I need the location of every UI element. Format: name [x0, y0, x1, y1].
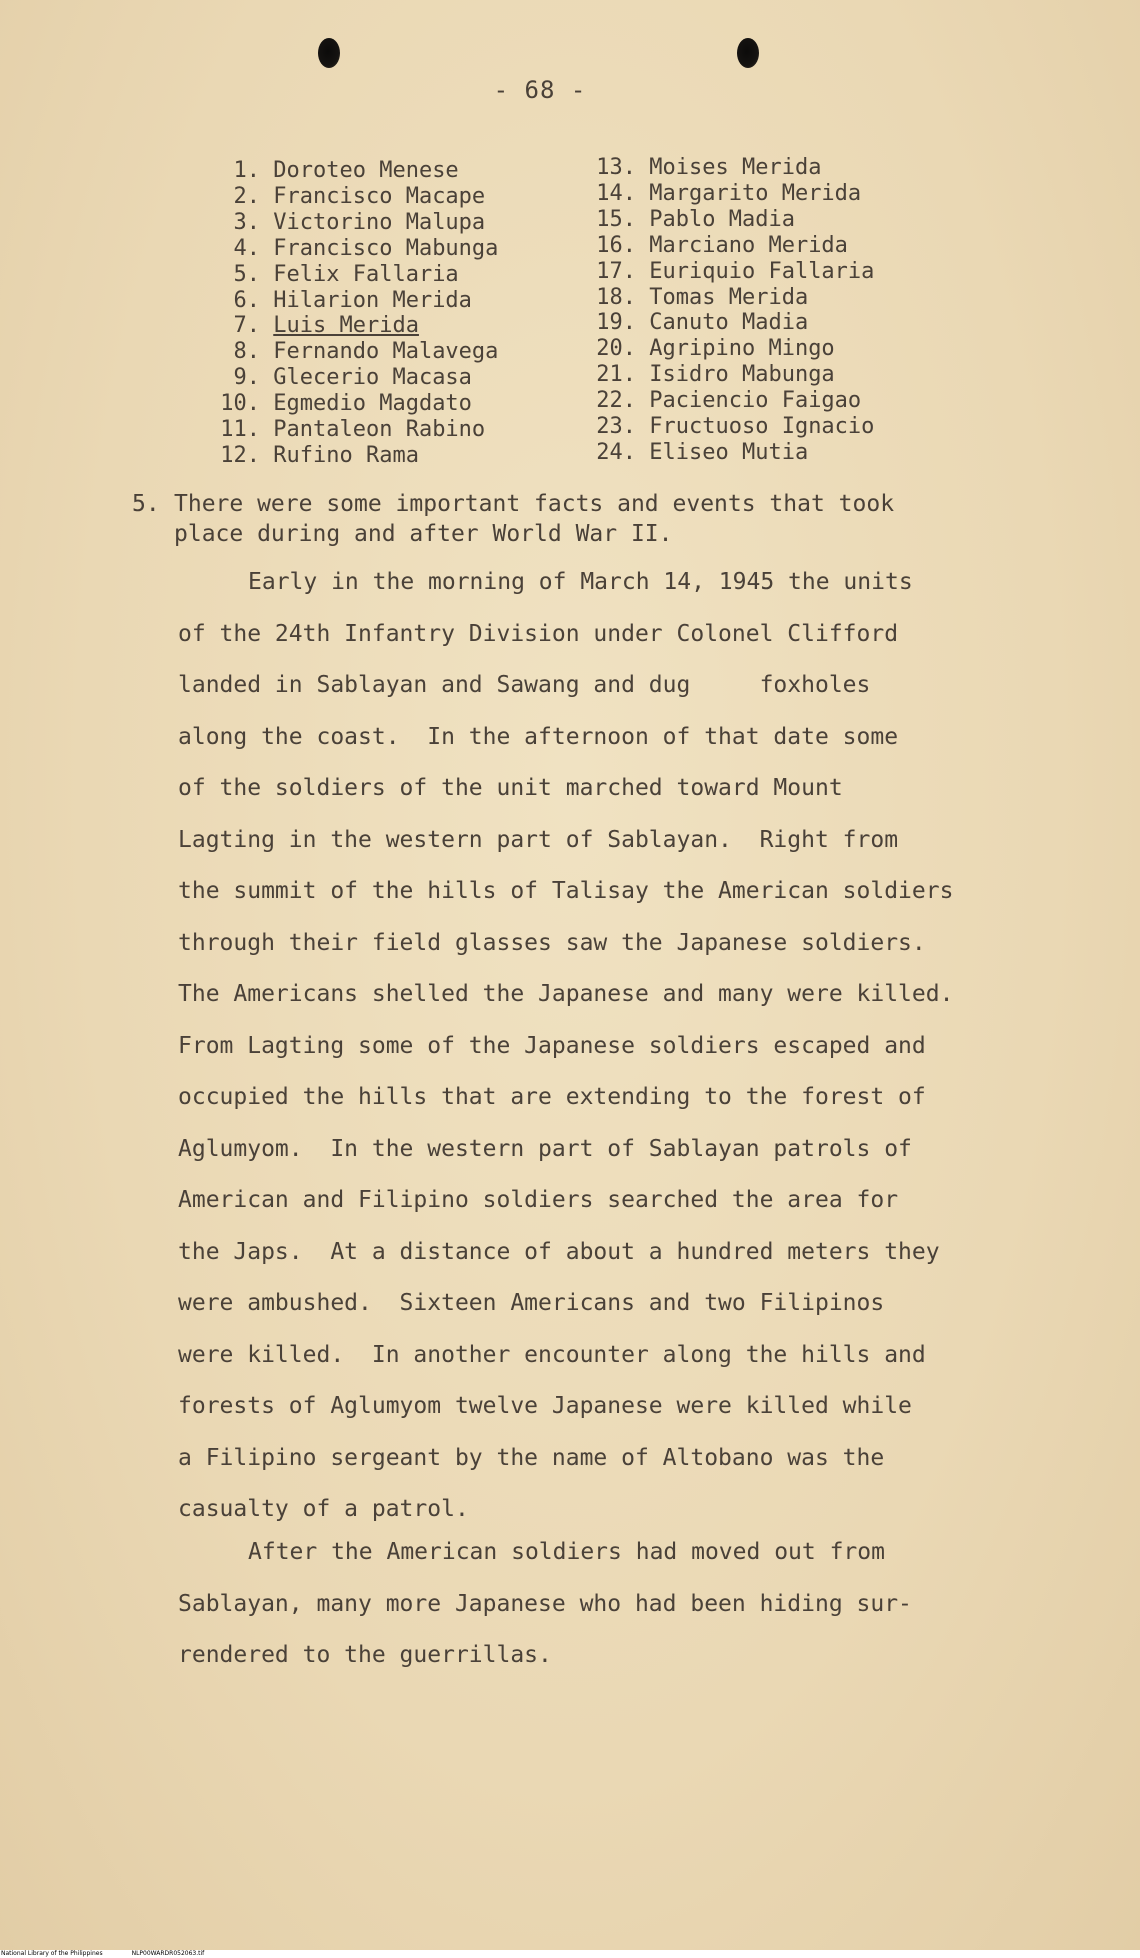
punch-hole-left: [318, 38, 340, 68]
paragraph-line: Aglumyom. In the western part of Sablayan patrols of: [178, 1135, 912, 1162]
list-item: 9. Glecerio Macasa: [233, 365, 472, 391]
paragraph-invasion: [178, 557, 1058, 1536]
paragraph-line: were killed. In another encounter along the hills and: [178, 1341, 926, 1368]
list-item: 17. Euriquio Fallaria: [596, 258, 875, 284]
list-item: 8. Fernando Malavega: [233, 339, 499, 365]
list-item: 7. Luis Merida: [233, 313, 419, 339]
paragraph-line: casualty of a patrol.: [178, 1496, 469, 1522]
paragraph-line: were ambushed. Sixteen Americans and two Filipinos: [178, 1290, 885, 1316]
paragraph-line: Early in the morning of March 14, 1945 the units: [248, 569, 913, 595]
paragraph-line: Lagting in the western part of Sablayan. Right from: [178, 826, 899, 853]
list-item: 18. Tomas Merida: [596, 284, 809, 310]
paragraph-line: occupied the hills that are extending to the forest of: [178, 1084, 926, 1110]
list-item: 11. Pantaleon Rabino: [220, 417, 486, 443]
paragraph-line: through their field glasses saw the Japanese soldiers.: [178, 929, 926, 956]
paragraph-surrender: [178, 1527, 1058, 1682]
list-item: 4. Francisco Mabunga: [233, 235, 499, 261]
paragraph-line: The Americans shelled the Japanese and many were killed.: [178, 981, 954, 1007]
list-item: 21. Isidro Mabunga: [596, 362, 835, 388]
punch-hole-right: [737, 38, 759, 68]
page-number: - 68 -: [493, 76, 587, 104]
paragraph-line: rendered to the guerrillas.: [178, 1642, 552, 1668]
list-item: 5. Felix Fallaria: [233, 261, 459, 287]
list-item: 2. Francisco Macape: [233, 183, 486, 209]
paragraph-line: of the soldiers of the unit marched toward Mount: [178, 775, 843, 801]
paragraph-line: From Lagting some of the Japanese soldiers escaped and: [178, 1032, 926, 1059]
list-item: 1. Doroteo Menese: [233, 158, 459, 183]
point-line: place during and after World War II.: [174, 521, 673, 547]
list-item: 12. Rufino Rama: [220, 442, 419, 468]
paragraph-line: American and Filipino soldiers searched the area for: [178, 1187, 899, 1213]
paragraph-line: landed in Sablayan and Sawang and dug foxholes: [178, 672, 871, 698]
paragraph-line: of the 24th Infantry Division under Colonel Clifford: [178, 620, 899, 647]
point-line: 5. There were some important facts and events that took: [132, 491, 895, 517]
list-item: 16. Marciano Merida: [596, 232, 848, 258]
list-item: 6. Hilarion Merida: [233, 287, 472, 313]
section-point-5: [132, 489, 1012, 549]
list-item: 10. Egmedio Magdato: [220, 391, 472, 417]
paragraph-line: the summit of the hills of Talisay the American soldiers: [178, 878, 954, 904]
list-item: 19. Canuto Madia: [596, 310, 809, 336]
footer-library: National Library of the Philippines: [1, 1950, 103, 1957]
paragraph-line: along the coast. In the afternoon of that date some: [178, 723, 899, 750]
paragraph-line: the Japs. At a distance of about a hundred meters they: [178, 1238, 940, 1265]
list-item: 24. Eliseo Mutia: [596, 439, 809, 465]
list-item: 13. Moises Merida: [596, 155, 822, 180]
names-list-right: [588, 155, 874, 466]
footer-filename: NLP00WARDR052063.tif: [131, 1950, 205, 1957]
list-item: 20. Agripino Mingo: [596, 336, 835, 362]
list-item: 22. Paciencio Faigao: [596, 388, 862, 414]
paragraph-line: After the American soldiers had moved out from: [248, 1539, 885, 1565]
list-item: 23. Fructuoso Ignacio: [596, 414, 875, 440]
list-item: 15. Pablo Madia: [596, 206, 795, 232]
list-item: 3. Victorino Malupa: [233, 209, 486, 235]
list-item: 14. Margarito Merida: [596, 180, 862, 206]
paragraph-line: a Filipino sergeant by the name of Altobano was the: [178, 1444, 885, 1471]
paragraph-line: Sablayan, many more Japanese who had been hiding sur-: [178, 1590, 912, 1617]
scan-footer: [0, 1950, 1140, 1958]
point-number: 5.: [132, 491, 160, 517]
paragraph-line: forests of Aglumyom twelve Japanese were killed while: [178, 1393, 912, 1419]
names-list-left: [208, 158, 498, 469]
